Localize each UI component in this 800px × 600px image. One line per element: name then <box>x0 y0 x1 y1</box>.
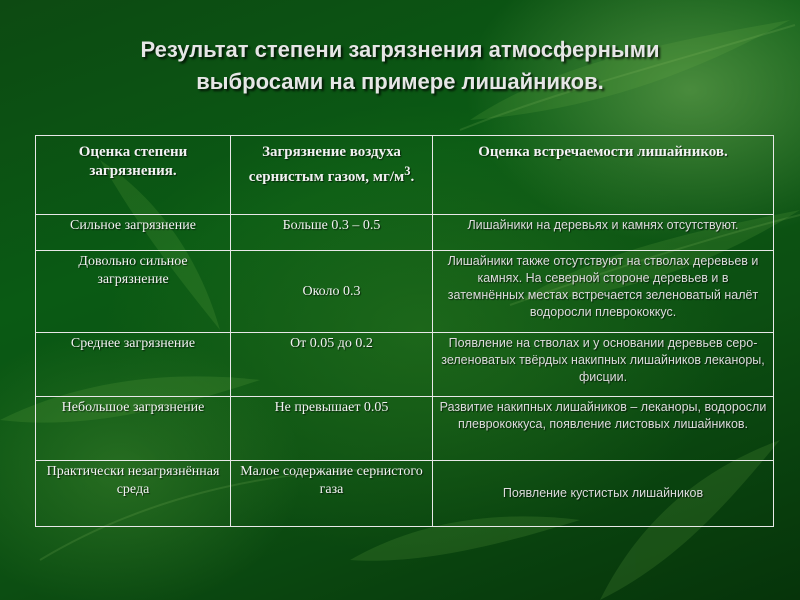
cell-pollution-level: Среднее загрязнение <box>36 333 231 397</box>
header-so2-superscript: 3 <box>404 164 411 178</box>
cell-so2-value: Не превышает 0.05 <box>231 397 433 461</box>
header-so2-concentration <box>231 136 433 215</box>
pollution-lichen-table <box>35 135 774 527</box>
cell-so2-value: Больше 0.3 – 0.5 <box>231 215 433 251</box>
cell-so2-value: От 0.05 до 0.2 <box>231 333 433 397</box>
table-row <box>36 251 774 333</box>
slide-title-line-2: выбросами на примере лишайников. <box>196 69 604 94</box>
cell-pollution-level: Небольшое загрязнение <box>36 397 231 461</box>
table-row <box>36 333 774 397</box>
slide-title <box>0 34 800 98</box>
table-header-row <box>36 136 774 215</box>
table-row <box>36 397 774 461</box>
cell-so2-value: Около 0.3 <box>231 251 433 333</box>
cell-pollution-level: Сильное загрязнение <box>36 215 231 251</box>
table-row <box>36 461 774 527</box>
cell-lichen-description: Появление на стволах и у основании деревьев серо-зеленоватых твёрдых накипных лишайников леканоры, фисции. <box>433 333 774 397</box>
cell-lichen-description: Развитие накипных лишайников – леканоры, водоросли плеврококкуса, появление листовых лишайников. <box>433 397 774 461</box>
header-so2-text: Загрязнение воздуха сернистым газом, мг/м <box>248 144 405 185</box>
header-so2-suffix: . <box>410 169 415 185</box>
cell-so2-value: Малое содержание сернистого газа <box>231 461 433 527</box>
header-pollution-level: Оценка степени загрязнения. <box>36 136 231 215</box>
table-row <box>36 215 774 251</box>
header-lichen-occurrence: Оценка встречаемости лишайников. <box>433 136 774 215</box>
cell-pollution-level: Довольно сильное загрязнение <box>36 251 231 333</box>
cell-pollution-level: Практически незагрязнённая среда <box>36 461 231 527</box>
slide-title-line-1: Результат степени загрязнения атмосферными <box>140 37 660 62</box>
cell-lichen-description: Появление кустистых лишайников <box>433 461 774 527</box>
cell-lichen-description: Лишайники на деревьях и камнях отсутствуют. <box>433 215 774 251</box>
cell-lichen-description: Лишайники также отсутствуют на стволах деревьев и камнях. На северной стороне деревьев и в затемнённых местах встречается зеленоватый налёт водоросли плеврококкус. <box>433 251 774 333</box>
